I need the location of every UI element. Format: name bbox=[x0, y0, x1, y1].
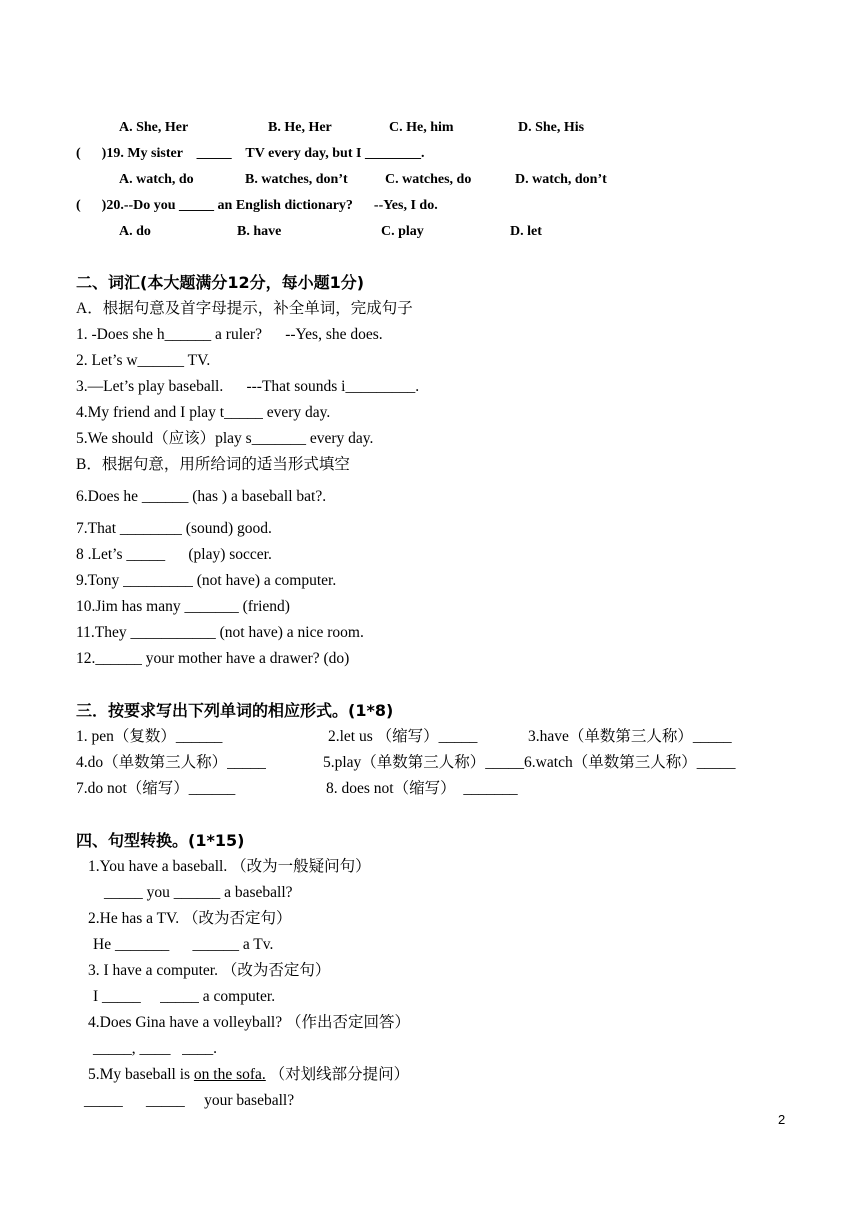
q20-options-part-2: B. have bbox=[237, 224, 282, 239]
q19-options-part-3: C. watches, do bbox=[385, 172, 472, 187]
section-2-heading: 二、词汇(本大题满分12分，每小题1分) bbox=[76, 273, 365, 292]
transform-4-answer: _____, ____ ____. bbox=[93, 1040, 217, 1057]
transform-5-answer: _____ _____ your baseball? bbox=[84, 1092, 295, 1109]
transform-4: 4.Does Gina have a volleyball? （作出否定回答） bbox=[88, 1014, 410, 1031]
q19-options-part-1: A. watch, do bbox=[119, 172, 194, 187]
vocab-7: 7.That ________ (sound) good. bbox=[76, 520, 272, 537]
vocab-11: 11.They ___________ (not have) a nice room. bbox=[76, 624, 364, 641]
transform-3: 3. I have a computer. （改为否定句） bbox=[88, 962, 331, 979]
forms-row-3-part-2: 8. does not（缩写） _______ bbox=[326, 780, 518, 797]
transform-1-answer: _____ you ______ a baseball? bbox=[104, 884, 293, 901]
q19-options-part-4: D. watch, don’t bbox=[515, 172, 607, 187]
q18-options-part-2: B. He, Her bbox=[268, 120, 332, 135]
page-number: 2 bbox=[778, 1112, 786, 1127]
q19-options-part-2: B. watches, don’t bbox=[245, 172, 348, 187]
q19: ( )19. My sister _____ TV every day, but I ________. bbox=[76, 146, 425, 161]
vocab-1: 1. -Does she h______ a ruler? --Yes, she does. bbox=[76, 326, 383, 343]
forms-row-1-part-3: 3.have（单数第三人称）_____ bbox=[528, 728, 732, 745]
vocab-9: 9.Tony _________ (not have) a computer. bbox=[76, 572, 337, 589]
part-a-instruction: A．根据句意及首字母提示，补全单词，完成句子 bbox=[76, 300, 413, 317]
q20-options-part-3: C. play bbox=[381, 224, 424, 239]
q18-options-part-1: A. She, Her bbox=[119, 120, 189, 135]
transform-5-part-2: on the sofa. bbox=[193, 1066, 266, 1083]
vocab-2: 2. Let’s w______ TV. bbox=[76, 352, 211, 369]
transform-5-part-1: 5.My baseball is bbox=[88, 1066, 194, 1083]
transform-5-part-3: （对划线部分提问） bbox=[265, 1066, 410, 1083]
q20-options-part-4: D. let bbox=[510, 224, 542, 239]
forms-row-3-part-1: 7.do not（缩写）______ bbox=[76, 780, 236, 797]
section-3-heading: 三．按要求写出下列单词的相应形式。(1*8) bbox=[76, 701, 394, 720]
transform-2: 2.He has a TV. （改为否定句） bbox=[88, 910, 292, 927]
section-4-heading: 四、句型转换。(1*15) bbox=[76, 831, 245, 850]
vocab-4: 4.My friend and I play t_____ every day. bbox=[76, 404, 331, 421]
vocab-12: 12.______ your mother have a drawer? (do) bbox=[76, 650, 350, 667]
q20-options-part-1: A. do bbox=[119, 224, 151, 239]
part-b-instruction: B．根据句意，用所给词的适当形式填空 bbox=[76, 456, 350, 473]
transform-3-answer: I _____ _____ a computer. bbox=[93, 988, 276, 1005]
vocab-5: 5.We should（应该）play s_______ every day. bbox=[76, 430, 374, 447]
vocab-3: 3.—Let’s play baseball. ---That sounds i_________. bbox=[76, 378, 420, 395]
transform-2-answer: He _______ ______ a Tv. bbox=[93, 936, 274, 953]
forms-row-1-part-2: 2.let us （缩写）_____ bbox=[328, 728, 478, 745]
forms-row-1-part-1: 1. pen（复数）______ bbox=[76, 728, 223, 745]
vocab-8: 8 .Let’s _____ (play) soccer. bbox=[76, 546, 272, 563]
forms-row-2-part-1: 4.do（单数第三人称）_____ bbox=[76, 754, 266, 771]
q18-options-part-4: D. She, His bbox=[518, 120, 585, 135]
vocab-6: 6.Does he ______ (has ) a baseball bat?. bbox=[76, 488, 327, 505]
q20: ( )20.--Do you _____ an English dictionary? --Yes, I do. bbox=[76, 198, 438, 213]
vocab-10: 10.Jim has many _______ (friend) bbox=[76, 598, 290, 615]
q18-options-part-3: C. He, him bbox=[389, 120, 454, 135]
forms-row-2-part-2: 5.play（单数第三人称）_____6.watch（单数第三人称）_____ bbox=[323, 754, 736, 771]
transform-1: 1.You have a baseball. （改为一般疑问句） bbox=[88, 858, 371, 875]
